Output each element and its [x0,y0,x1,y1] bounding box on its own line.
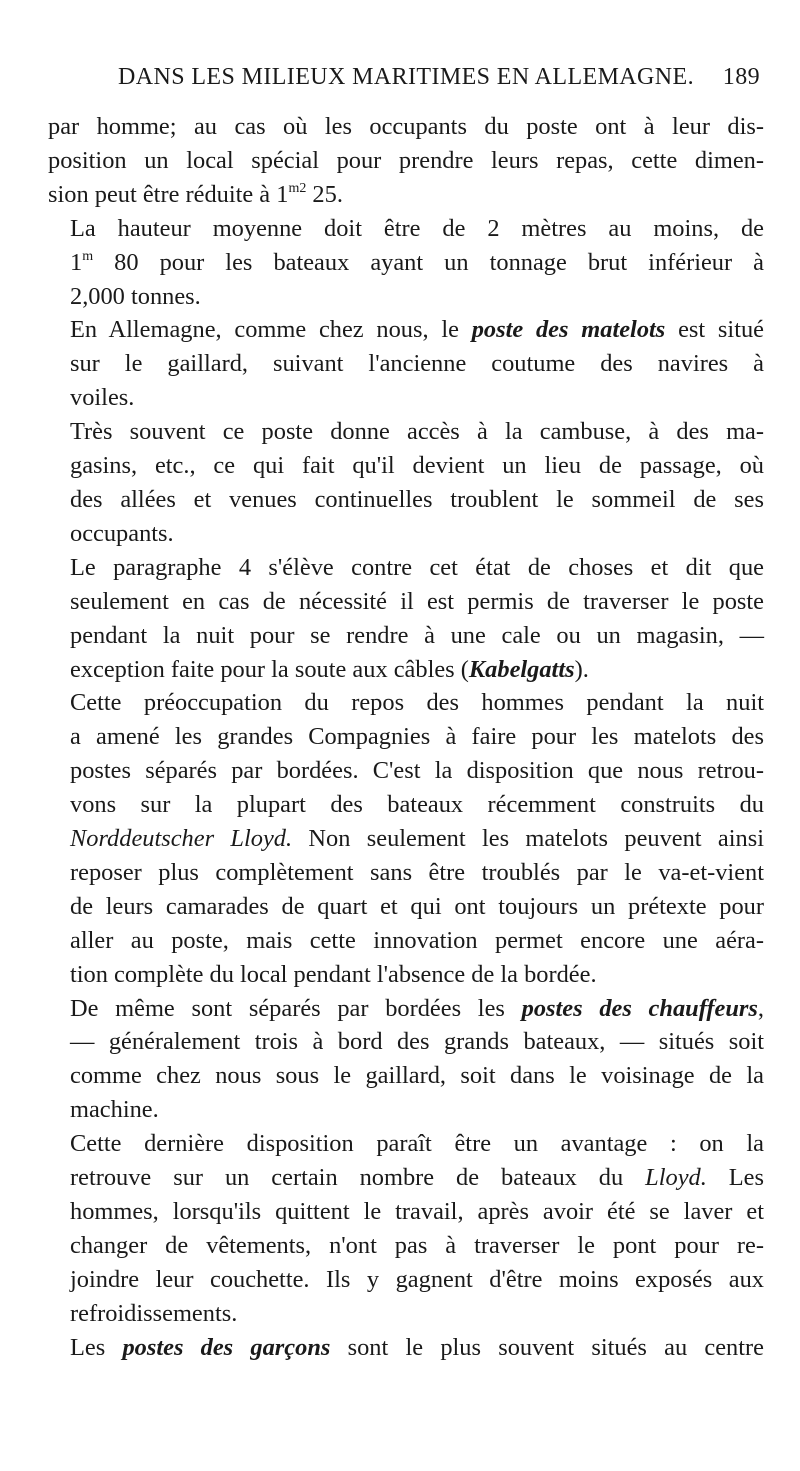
text-line: Très souvent ce poste donne accès à la cambuse, à des ma- [70,418,764,446]
text-line: refroidissements. [70,1299,238,1327]
paragraph-5 [48,551,764,687]
text-line: De même sont séparés par bordées les postes des chauffeurs, [70,994,764,1022]
text-line: — généralement trois à bord des grands bateaux, — situés soit [70,1028,764,1056]
text-line: 2,000 tonnes. [70,282,201,310]
text-line: Les postes des garçons sont le plus souvent situés au centre [70,1333,764,1361]
text-line: postes séparés par bordées. C'est la disposition que nous retrou- [70,757,764,785]
text-line: a amené les grandes Compagnies à faire pour les matelots des [70,723,764,751]
text-line: En Allemagne, comme chez nous, le poste des matelots est situé [70,316,764,344]
text-line: La hauteur moyenne doit être de 2 mètres au moins, de [70,214,764,242]
text-line: joindre leur couchette. Ils y gagnent d'être moins exposés aux [70,1265,764,1293]
text-line: tion complète du local pendant l'absence de la bordée. [70,960,597,988]
text-line: exception faite pour la soute aux câbles (Kabelgatts). [70,655,589,683]
text-line: seulement en cas de nécessité il est permis de traverser le poste [70,587,764,615]
text-line: retrouve sur un certain nombre de bateaux du Lloyd. Les [70,1164,764,1192]
paragraph-7 [48,992,764,1128]
text-line: reposer plus complètement sans être troublés par le va-et-vient [70,858,764,886]
paragraph-9 [48,1331,764,1365]
text-line: voiles. [70,384,135,412]
text-line: sur le gaillard, suivant l'ancienne coutume des navires à [70,350,764,378]
text-line: hommes, lorsqu'ils quittent le travail, après avoir été se laver et [70,1198,764,1225]
text-line: 1$^m$ 80 pour les bateaux ayant un tonnage brut inférieur à [70,248,764,276]
page-header [108,64,760,104]
page-number: 189 [722,64,760,90]
paragraph-2 [48,212,764,314]
paragraph-3 [48,313,764,415]
text-line: sion peut être réduite à $1^{m2}$ 25. [48,180,343,208]
text-line: occupants. [70,519,174,547]
text-line: gasins, etc., ce qui fait qu'il devient un lieu de passage, où [70,452,764,480]
paragraph-1 [48,110,764,212]
text-line: Le paragraphe 4 s'élève contre cet état de choses et dit que [70,553,764,581]
paragraph-8 [48,1127,764,1330]
text-line: position un local spécial pour prendre leurs repas, cette dimen- [48,146,764,174]
running-title: DANS LES MILIEUX MARITIMES EN ALLEMAGNE. [118,64,694,90]
text-line: changer de vêtements, n'ont pas à traverser le pont pour re- [70,1231,764,1259]
text-line: Norddeutscher Lloyd. Non seulement les matelots peuvent ainsi [70,825,764,853]
text-line: comme chez nous sous le gaillard, soit dans le voisinage de la [70,1062,764,1090]
paragraph-6 [48,686,764,991]
paragraph-4 [48,415,764,551]
text-line: pendant la nuit pour se rendre à une cale ou un magasin, — [70,621,764,649]
text-line: des allées et venues continuelles troublent le sommeil de ses [70,485,764,513]
text-line: de leurs camarades de quart et qui ont toujours un prétexte pour [70,892,764,920]
text-line: aller au poste, mais cette innovation permet encore une aéra- [70,926,764,954]
text-line: Cette dernière disposition paraît être un avantage : on la [70,1130,764,1158]
text-line: par homme; au cas où les occupants du poste ont à leur dis- [48,113,764,140]
text-line: vons sur la plupart des bateaux récemment construits du [70,791,764,819]
page-body [48,110,764,1365]
text-line: machine. [70,1096,159,1124]
text-line: Cette préoccupation du repos des hommes pendant la nuit [70,689,764,717]
